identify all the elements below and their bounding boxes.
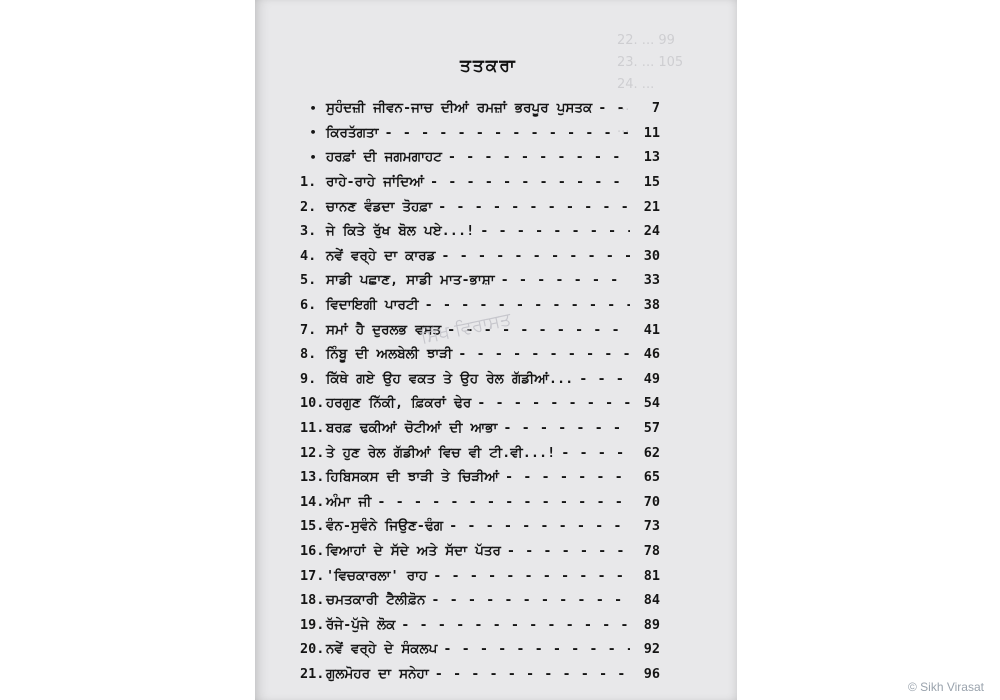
entry-number: 5. bbox=[300, 272, 317, 289]
dot-leader bbox=[430, 174, 630, 190]
entry-page-number: 92 bbox=[643, 641, 660, 658]
entry-title: ਤੇ ਹੁਣ ਰੇਲ ਗੱਡੀਆਂ ਵਿਚ ਵੀ ਟੀ.ਵੀ...! bbox=[326, 444, 556, 461]
entry-page-number: 13 bbox=[643, 149, 660, 166]
entry-number: 4. bbox=[300, 247, 317, 264]
entry-title: ਚਮਤਕਾਰੀ ਟੈਲੀਫ਼ੋਨ bbox=[326, 592, 426, 609]
entry-page-number: 62 bbox=[643, 444, 660, 461]
entry-page-number: 81 bbox=[643, 567, 660, 584]
entry-number: 13. bbox=[300, 469, 325, 486]
entry-page-number: 73 bbox=[643, 518, 660, 535]
bleed-line: ... bbox=[617, 99, 630, 114]
entry-title: ਜੇ ਕਿਤੇ ਰੁੱਖ ਬੋਲ ਪਏ...! bbox=[326, 223, 475, 240]
bleed-line: ... bbox=[617, 121, 630, 136]
dot-leader bbox=[448, 149, 630, 165]
entry-page-number: 15 bbox=[643, 174, 660, 191]
entry-page-number: 89 bbox=[643, 616, 660, 633]
toc-entry bbox=[300, 367, 660, 392]
entry-title: ਰੱਜੇ-ਪੁੱਜੇ ਲੋਕ bbox=[326, 616, 396, 633]
entry-page-number: 57 bbox=[643, 420, 660, 437]
dot-leader bbox=[431, 592, 630, 608]
toc-entry bbox=[300, 194, 660, 219]
entry-number: 17. bbox=[300, 567, 325, 584]
bleed-line: 24. ... bbox=[617, 77, 655, 92]
dot-leader bbox=[425, 297, 630, 313]
dot-leader bbox=[401, 617, 630, 633]
entry-page-number: 70 bbox=[643, 493, 660, 510]
dot-leader bbox=[507, 543, 630, 559]
bullet-icon: • bbox=[309, 150, 317, 164]
toc-entry bbox=[300, 539, 660, 564]
dot-leader bbox=[377, 494, 630, 510]
dot-leader bbox=[505, 469, 630, 485]
bleed-line: 22. ... 99 bbox=[617, 33, 675, 48]
toc-entry bbox=[300, 342, 660, 367]
bleed-line: 23. ... 105 bbox=[617, 55, 684, 70]
entry-title: ਕਿੱਥੇ ਗਏ ਉਹ ਵਕਤ ਤੇ ਉਹ ਰੇਲ ਗੱਡੀਆਂ... bbox=[326, 370, 574, 387]
entry-page-number: 49 bbox=[643, 370, 660, 387]
dot-leader bbox=[561, 445, 630, 461]
entry-number: 11. bbox=[300, 420, 325, 437]
toc-entry bbox=[300, 219, 660, 244]
entry-number: 14. bbox=[300, 493, 325, 510]
entry-page-number: 11 bbox=[643, 124, 660, 141]
entry-number: 21. bbox=[300, 665, 325, 682]
entry-number: 20. bbox=[300, 641, 325, 658]
dot-leader bbox=[480, 223, 630, 239]
entry-title: ਸਾਡੀ ਪਛਾਣ, ਸਾਡੀ ਮਾਤ-ਭਾਸ਼ਾ bbox=[326, 272, 495, 289]
entry-title: ਵਿਆਹਾਂ ਦੇ ਸੱਦੇ ਅਤੇ ਸੱਦਾ ਪੱਤਰ bbox=[326, 542, 501, 559]
dot-leader bbox=[449, 518, 630, 534]
entry-page-number: 38 bbox=[643, 297, 660, 314]
entry-title: ਸੁਹੰਦਜ਼ੀ ਜੀਵਨ-ਜਾਚ ਦੀਆਂ ਰਮਜ਼ਾਂ ਭਰਪੂਰ ਪੁਸਤਕ bbox=[326, 100, 593, 117]
dot-leader bbox=[384, 125, 630, 141]
toc-entry bbox=[300, 440, 660, 465]
entry-page-number: 33 bbox=[643, 272, 660, 289]
entry-title: 'ਵਿਚਕਾਰਲਾ' ਰਾਹ bbox=[326, 567, 428, 584]
entry-title: ਅੰਮਾ ਜੀ bbox=[326, 493, 372, 510]
toc-entry bbox=[300, 465, 660, 490]
dot-leader bbox=[501, 272, 630, 288]
dot-leader bbox=[443, 641, 630, 657]
entry-title: ਗੁਲਮੋਹਰ ਦਾ ਸਨੇਹਾ bbox=[326, 665, 429, 682]
entry-number: 6. bbox=[300, 297, 317, 314]
watermark: ਸਿੱਖ ਵਿਰਾਸਤ bbox=[418, 308, 513, 349]
entry-number: 12. bbox=[300, 444, 325, 461]
entry-page-number: 96 bbox=[643, 665, 660, 682]
toc-entry bbox=[300, 244, 660, 269]
entry-page-number: 7 bbox=[651, 100, 660, 117]
dot-leader bbox=[579, 371, 630, 387]
entry-number: 10. bbox=[300, 395, 325, 412]
toc-entry bbox=[300, 662, 660, 687]
toc-entry bbox=[300, 268, 660, 293]
entry-number: 19. bbox=[300, 616, 325, 633]
entry-number: 16. bbox=[300, 542, 325, 559]
entry-number: 2. bbox=[300, 198, 317, 215]
dot-leader bbox=[433, 568, 630, 584]
entry-number: 18. bbox=[300, 592, 325, 609]
table-of-contents bbox=[300, 96, 660, 686]
entry-title: ਨਵੇਂ ਵਰ੍ਹੇ ਦਾ ਕਾਰਡ bbox=[326, 247, 436, 264]
toc-entry bbox=[300, 170, 660, 195]
entry-number: 7. bbox=[300, 321, 317, 338]
entry-title: ਕਿਰਤੱਗਤਾ bbox=[326, 124, 379, 141]
page-title: ਤਤਕਰਾ bbox=[460, 56, 517, 76]
dot-leader bbox=[477, 395, 630, 411]
entry-title: ਨਿੰਬੂ ਦੀ ਅਲਬੇਲੀ ਝਾੜੀ bbox=[326, 346, 453, 363]
dot-leader bbox=[438, 199, 630, 215]
entry-number: 15. bbox=[300, 518, 325, 535]
entry-number: 3. bbox=[300, 223, 317, 240]
entry-number: 9. bbox=[300, 370, 317, 387]
entry-title: ਨਵੇਂ ਵਰ੍ਹੇ ਦੇ ਸੰਕਲਪ bbox=[326, 641, 438, 658]
dot-leader bbox=[598, 100, 630, 116]
bullet-icon: • bbox=[309, 126, 317, 140]
toc-entry bbox=[300, 416, 660, 441]
toc-entry bbox=[300, 563, 660, 588]
entry-number: 1. bbox=[300, 174, 317, 191]
entry-page-number: 41 bbox=[643, 321, 660, 338]
dot-leader bbox=[458, 346, 630, 362]
entry-title: ਰਾਹੇ-ਰਾਹੇ ਜਾਂਦਿਆਂ bbox=[326, 174, 424, 191]
toc-entry bbox=[300, 637, 660, 662]
toc-entry bbox=[300, 588, 660, 613]
entry-page-number: 65 bbox=[643, 469, 660, 486]
entry-page-number: 78 bbox=[643, 542, 660, 559]
toc-entry bbox=[300, 391, 660, 416]
entry-number: 8. bbox=[300, 346, 317, 363]
entry-title: ਵੰਨ-ਸੁਵੰਨੇ ਜਿਉਣ-ਢੰਗ bbox=[326, 518, 444, 535]
entry-page-number: 46 bbox=[643, 346, 660, 363]
bullet-icon: • bbox=[309, 101, 317, 115]
entry-title: ਚਾਨਣ ਵੰਡਦਾ ਤੋਹਫ਼ਾ bbox=[326, 198, 433, 215]
toc-entry bbox=[300, 96, 660, 121]
entry-title: ਹਰਫ਼ਾਂ ਦੀ ਜਗਮਗਾਹਟ bbox=[326, 149, 442, 166]
entry-page-number: 54 bbox=[643, 395, 660, 412]
toc-entry bbox=[300, 612, 660, 637]
toc-entry bbox=[300, 145, 660, 170]
entry-page-number: 30 bbox=[643, 247, 660, 264]
dot-leader bbox=[441, 248, 630, 264]
entry-page-number: 84 bbox=[643, 592, 660, 609]
toc-entry bbox=[300, 121, 660, 146]
entry-title: ਸਮਾਂ ਹੈ ਦੁਰਲਭ ਵਸਤ bbox=[326, 321, 442, 338]
entry-title: ਹਰਗੁਣ ਨਿੱਕੀ, ਫ਼ਿਕਰਾਂ ਢੇਰ bbox=[326, 395, 472, 412]
toc-entry bbox=[300, 490, 660, 515]
toc-entry bbox=[300, 514, 660, 539]
entry-title: ਬਰਫ਼ ਢਕੀਆਂ ਚੋਟੀਆਂ ਦੀ ਆਭਾ bbox=[326, 420, 498, 437]
entry-title: ਵਿਦਾਇਗੀ ਪਾਰਟੀ bbox=[326, 297, 419, 314]
dot-leader bbox=[435, 666, 630, 682]
dot-leader bbox=[503, 420, 630, 436]
entry-page-number: 24 bbox=[643, 223, 660, 240]
copyright-notice: © Sikh Virasat bbox=[908, 680, 984, 694]
entry-title: ਹਿਬਿਸਕਸ ਦੀ ਝਾੜੀ ਤੇ ਚਿੜੀਆਂ bbox=[326, 469, 500, 486]
entry-page-number: 21 bbox=[643, 198, 660, 215]
